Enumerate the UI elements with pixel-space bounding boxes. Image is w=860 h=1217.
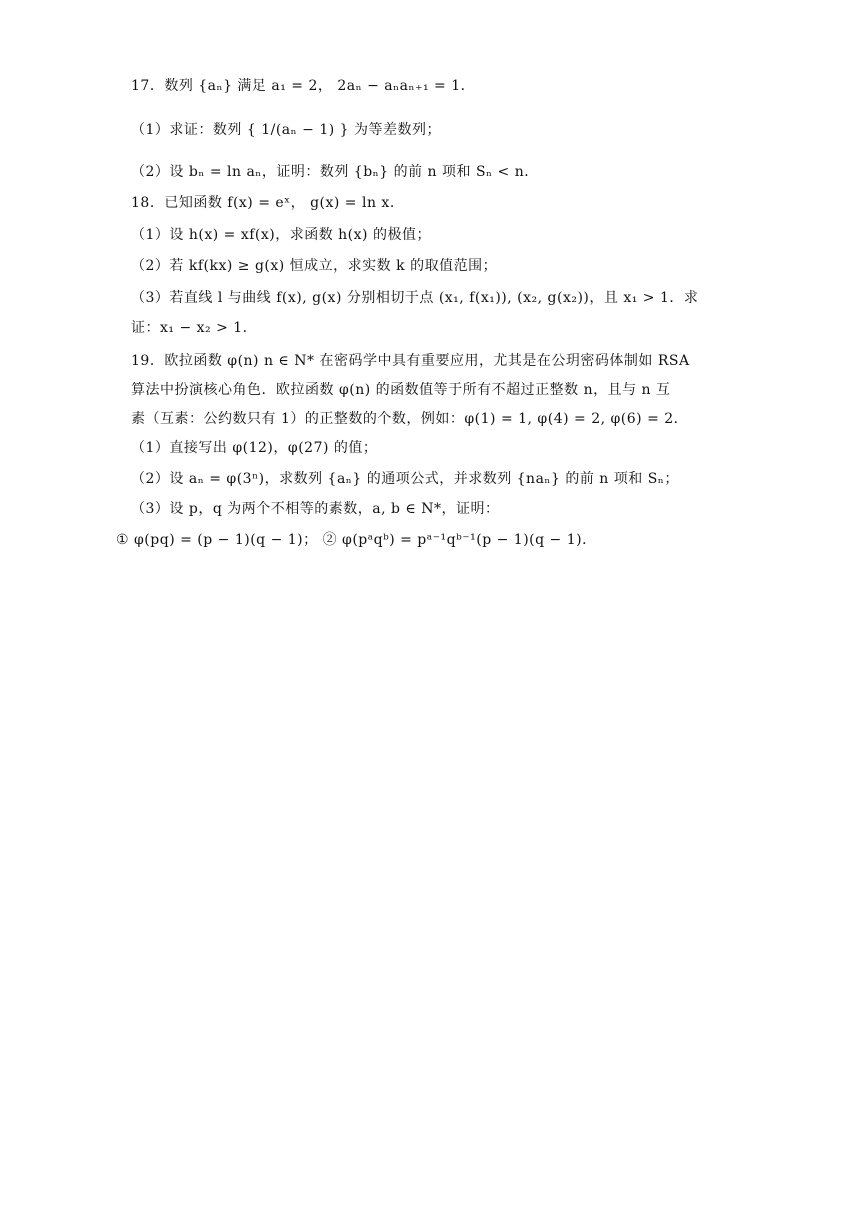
problem-19-part-2: （2）设 aₙ = φ(3ⁿ)，求数列 {aₙ} 的通项公式，并求数列 {naₙ} 的前 n 项和 Sₙ； <box>131 471 679 487</box>
problem-18-part-2: （2）若 kf(kx) ≥ g(x) 恒成立，求实数 k 的取值范围； <box>131 258 498 274</box>
problem-17-part-1: （1）求证：数列 { 1/(aₙ − 1) } 为等差数列； <box>131 122 442 138</box>
problem-19-statement: 19．欧拉函数 φ(n) n ∈ N* 在密码学中具有重要应用，尤其是在公玥密码体制如 RSA <box>131 353 690 369</box>
problem-19-part-1: （1）直接写出 φ(12)，φ(27) 的值； <box>131 440 378 456</box>
problem-18-part-3-continued: 证：x₁ − x₂ > 1． <box>131 320 258 336</box>
problem-17-statement: 17．数列 {aₙ} 满足 a₁ = 2， 2aₙ − aₙaₙ₊₁ = 1． <box>131 78 476 94</box>
problem-18-part-3: （3）若直线 l 与曲线 f(x), g(x) 分别相切于点 (x₁, f(x₁)), (x₂, g(x₂))，且 x₁ > 1．求 <box>131 290 699 306</box>
problem-19-part-3: （3）设 p，q 为两个不相等的素数，a, b ∈ N*，证明： <box>131 501 500 517</box>
problem-18-part-1: （1）设 h(x) = xf(x)，求函数 h(x) 的极值； <box>131 227 431 243</box>
problem-19-part-3-claims: ① φ(pq) = (p − 1)(q − 1)； ② φ(pᵃqᵇ) = pᵃ⁻¹qᵇ⁻¹(p − 1)(q − 1)． <box>116 532 597 548</box>
problem-18-statement: 18．已知函数 f(x) = eˣ， g(x) = ln x． <box>131 195 405 211</box>
problem-19-statement-line-2: 算法中扮演核心角色．欧拉函数 φ(n) 的函数值等于所有不超过正整数 n，且与 n 互 <box>131 382 671 398</box>
problem-19-statement-line-3: 素（互素：公约数只有 1）的正整数的个数，例如：φ(1) = 1, φ(4) = 2, φ(6) = 2． <box>131 411 689 427</box>
problem-17-part-2: （2）设 bₙ = ln aₙ，证明：数列 {bₙ} 的前 n 项和 Sₙ < n． <box>131 164 539 180</box>
